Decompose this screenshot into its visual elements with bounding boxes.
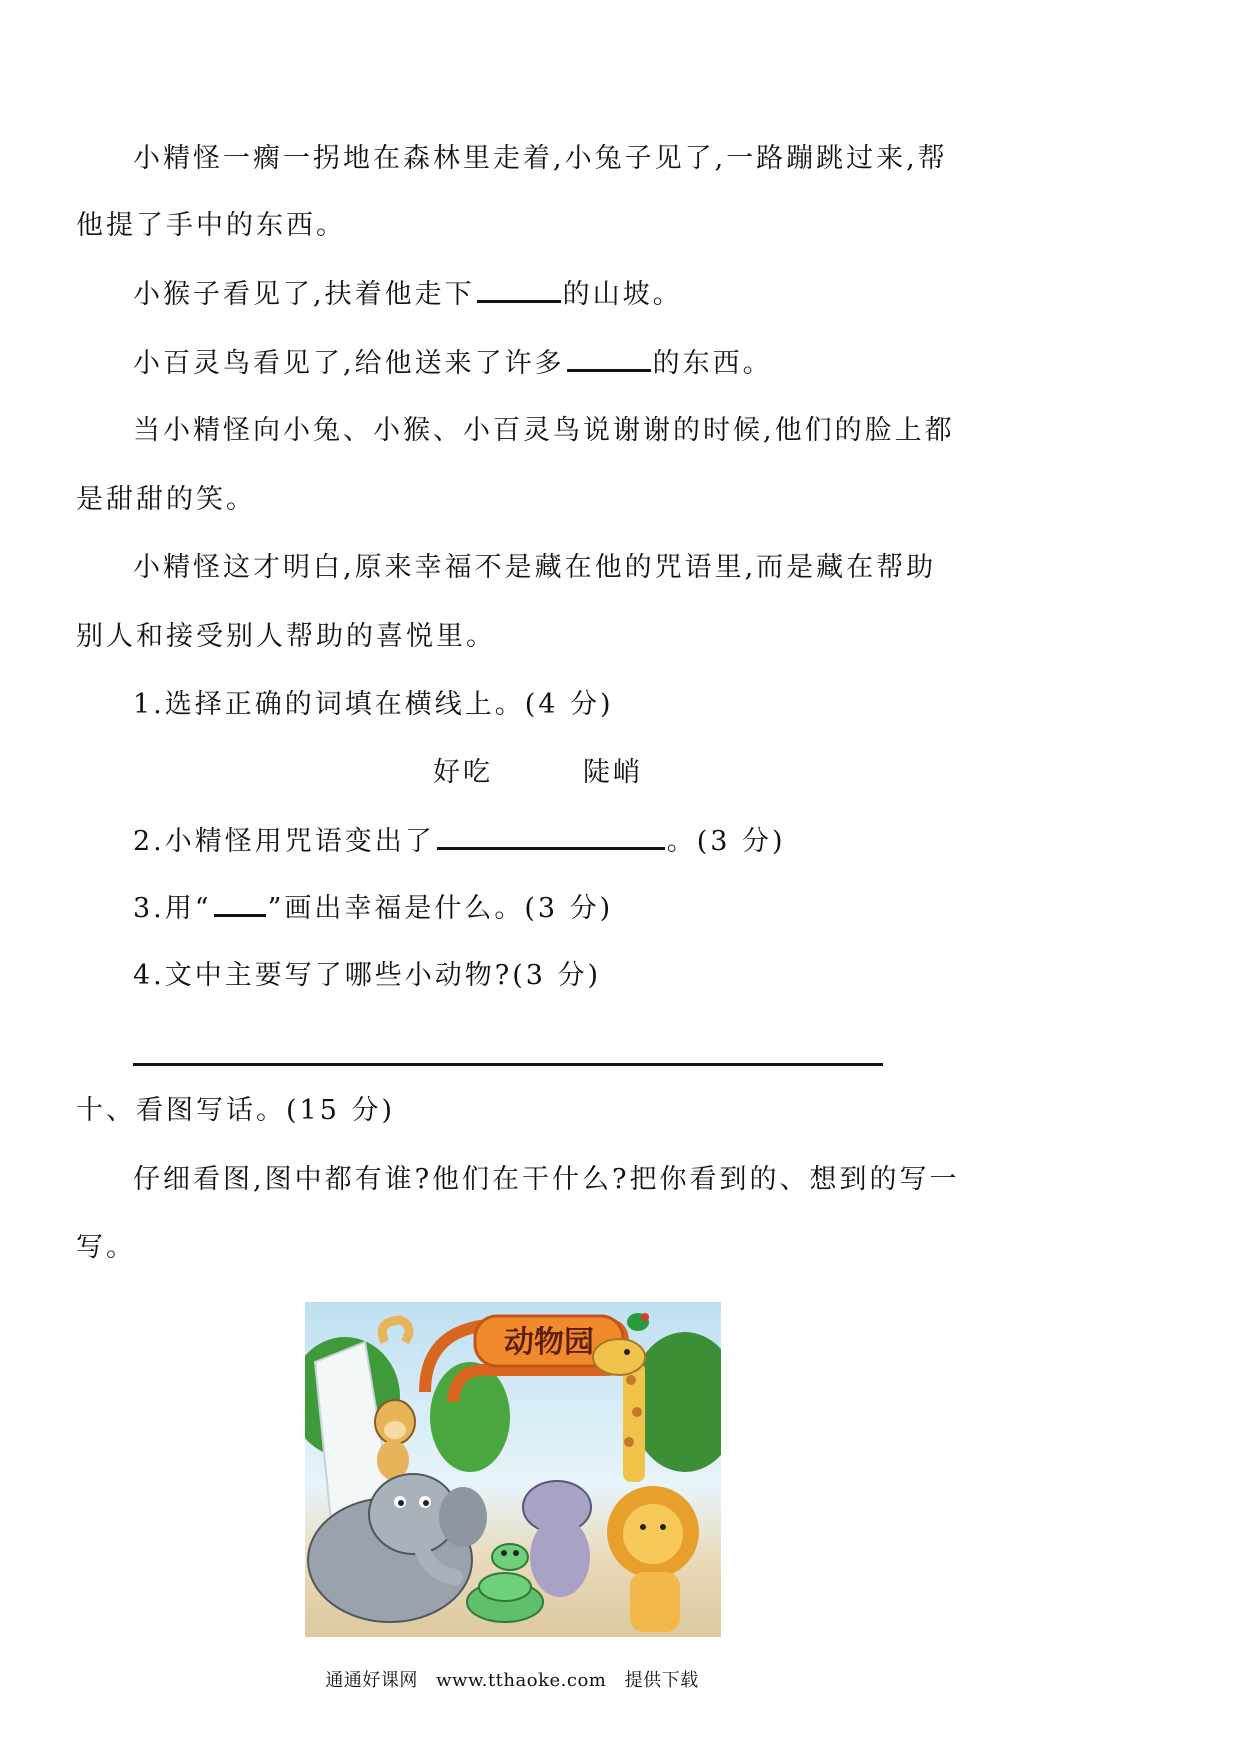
passage-paragraph-5-line-2: 别人和接受别人帮助的喜悦里。	[76, 621, 496, 652]
passage-paragraph-4-line-1: 当小精怪向小兔、小猴、小百灵鸟说谢谢的时候,他们的脸上都	[133, 415, 955, 446]
passage-paragraph-2	[133, 274, 683, 315]
section-10-prompt-line-2: 写。	[76, 1232, 136, 1263]
fill-blank-steep[interactable]	[477, 274, 561, 303]
question-1: 1.选择正确的词填在横线上。(4 分)	[133, 689, 614, 720]
passage-paragraph-4-line-2: 是甜甜的笑。	[76, 484, 256, 515]
footer-site-name: 通通好课网	[325, 1670, 418, 1691]
paragraph-2-text-after: 的山坡。	[562, 279, 683, 310]
question-2-text-before: 2.小精怪用咒语变出了	[133, 826, 435, 857]
zoo-illustration	[305, 1302, 721, 1637]
answer-blank-spell[interactable]	[437, 821, 665, 850]
question-3-text-after: ”画出幸福是什么。(3 分)	[267, 893, 614, 924]
passage-paragraph-1-line-2: 他提了手中的东西。	[76, 210, 346, 241]
lion-face	[623, 1504, 683, 1564]
answer-line-question-4[interactable]	[133, 1063, 883, 1066]
paragraph-3-text-before: 小百灵鸟看见了,给他送来了许多	[133, 348, 565, 379]
word-choice-1: 好吃	[433, 757, 493, 788]
passage-paragraph-1-line-1: 小精怪一瘸一拐地在森林里走着,小兔子见了,一路蹦跳过来,帮	[133, 143, 948, 174]
passage-paragraph-5-line-1: 小精怪这才明白,原来幸福不是藏在他的咒语里,而是藏在帮助	[133, 552, 937, 583]
word-choice-2: 陡峭	[583, 757, 643, 788]
question-3-text-before: 3.用“	[133, 893, 212, 924]
paragraph-2-text-before: 小猴子看见了,扶着他走下	[133, 279, 475, 310]
paragraph-3-text-after: 的东西。	[652, 348, 773, 379]
giraffe-head	[593, 1339, 645, 1375]
question-2	[133, 821, 786, 862]
underline-sample	[214, 888, 266, 917]
zoo-scene-svg	[305, 1302, 721, 1637]
question-3	[133, 888, 613, 929]
question-2-text-after: 。(3 分)	[666, 826, 786, 857]
footer-suffix: 提供下载	[624, 1670, 699, 1691]
fill-blank-tasty[interactable]	[567, 343, 651, 372]
page-footer	[0, 1666, 1024, 1692]
section-10-prompt-line-1: 仔细看图,图中都有谁?他们在干什么?把你看到的、想到的写一	[133, 1164, 960, 1195]
footer-url[interactable]: www.tthaoke.com	[436, 1670, 607, 1691]
question-4: 4.文中主要写了哪些小动物?(3 分)	[133, 960, 602, 991]
zoo-sign-text: 动物园	[504, 1325, 594, 1360]
section-10-title: 十、看图写话。(15 分)	[76, 1095, 396, 1126]
passage-paragraph-3	[133, 343, 773, 384]
